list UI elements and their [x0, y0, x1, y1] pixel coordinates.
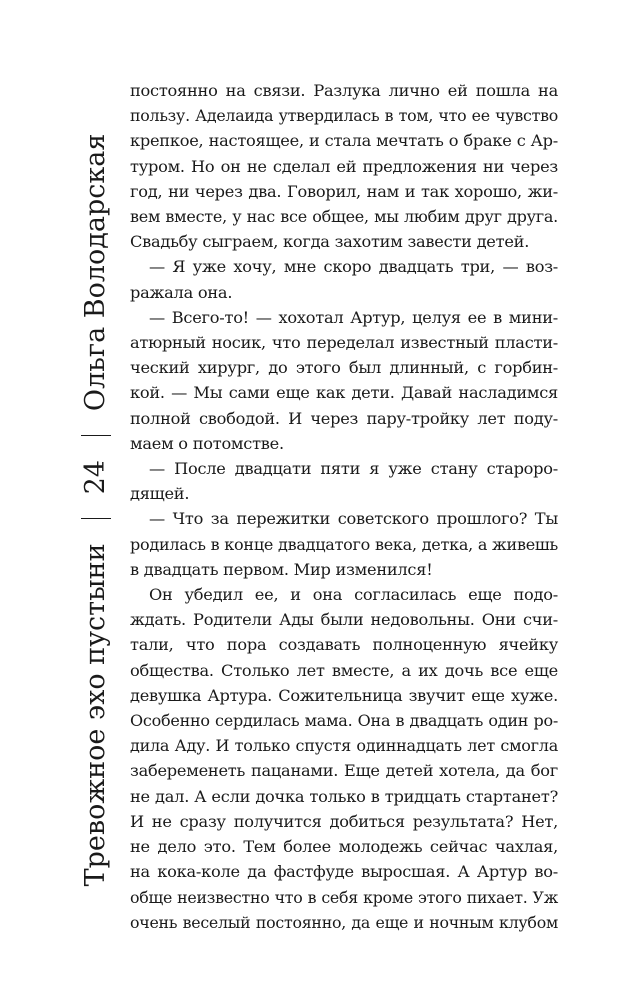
- text-line: родилась в конце двадцатого века, детка, а живешь: [130, 534, 558, 554]
- text-line: — Всего-то! — хохотал Артур, целуя ее в мини-: [149, 307, 558, 327]
- header-divider: [81, 518, 111, 519]
- text-line: тали, что пора создавать полноценную ячейку: [130, 635, 558, 655]
- text-line: общества. Столько лет вместе, а их дочь все еще: [130, 660, 558, 680]
- text-line: ждать. Родители Ады были недовольны. Они счи-: [130, 610, 558, 630]
- text-line: очень веселый постоянно, да еще и ночным клубом: [130, 912, 558, 932]
- text-line: в двадцать первом. Мир изменился!: [130, 559, 433, 579]
- text-line: крепкое, настоящее, и стала мечтать о браке с Ар-: [130, 131, 558, 151]
- text-line: дила Аду. И только спустя одиннадцать лет смогла: [130, 736, 558, 756]
- text-line: Он убедил ее, и она согласилась еще подо-: [149, 585, 558, 605]
- text-line: обще неизвестно что в себя кроме этого пихает. Уж: [130, 887, 558, 907]
- text-line: кой. — Мы сами еще как дети. Давай насладимся: [130, 383, 558, 403]
- text-line: — После двадцати пяти я уже стану староро-: [149, 459, 558, 479]
- text-line: вем вместе, у нас все общее, мы любим друг друга.: [130, 207, 558, 227]
- text-line: не дело это. Тем более молодежь сейчас чахлая,: [130, 837, 558, 857]
- text-line: полной свободой. И через пару-тройку лет поду-: [130, 408, 558, 428]
- text-line: ческий хирург, до этого был длинный, с горбин-: [130, 358, 558, 378]
- text-line: атюрный носик, что переделал известный пласти-: [130, 333, 558, 353]
- author-name: Ольга Володарская: [80, 133, 111, 412]
- text-line: забеременеть пацанами. Еще детей хотела, да бог: [130, 761, 558, 781]
- text-line: год, ни через два. Говорил, нам и так хорошо, жи-: [130, 181, 558, 201]
- text-line: постоянно на связи. Разлука лично ей пошла на: [130, 81, 558, 100]
- text-line: маем о потомстве.: [130, 433, 284, 453]
- text-line: И не сразу получится добиться результата? Нет,: [130, 811, 558, 831]
- page-number: 24: [80, 460, 111, 495]
- text-line: туром. Но он не сделал ей предложения ни через: [130, 156, 558, 176]
- text-line: ражала она.: [130, 282, 233, 302]
- text-line: не дал. А если дочка только в тридцать стартанет?: [130, 786, 558, 806]
- book-title: Тревожное эхо пустыни: [80, 543, 111, 887]
- text-line: девушка Артура. Сожительница звучит еще хуже.: [130, 685, 558, 705]
- text-line: пользу. Аделаида утвердилась в том, что ее чувство: [130, 106, 558, 126]
- text-line: Особенно сердилась мама. Она в двадцать один ро-: [130, 711, 558, 731]
- body-text: [130, 78, 558, 935]
- header-divider: [81, 435, 111, 436]
- text-line: Свадьбу сыграем, когда захотим завести детей.: [130, 232, 530, 252]
- text-line: на кока-коле да фастфуде выросшая. А Артур во-: [130, 862, 558, 882]
- text-line: — Что за пережитки советского прошлого? Ты: [149, 509, 558, 529]
- text-line: — Я уже хочу, мне скоро двадцать три, — воз-: [149, 257, 558, 277]
- running-header: [74, 80, 118, 940]
- text-line: дящей.: [130, 484, 190, 504]
